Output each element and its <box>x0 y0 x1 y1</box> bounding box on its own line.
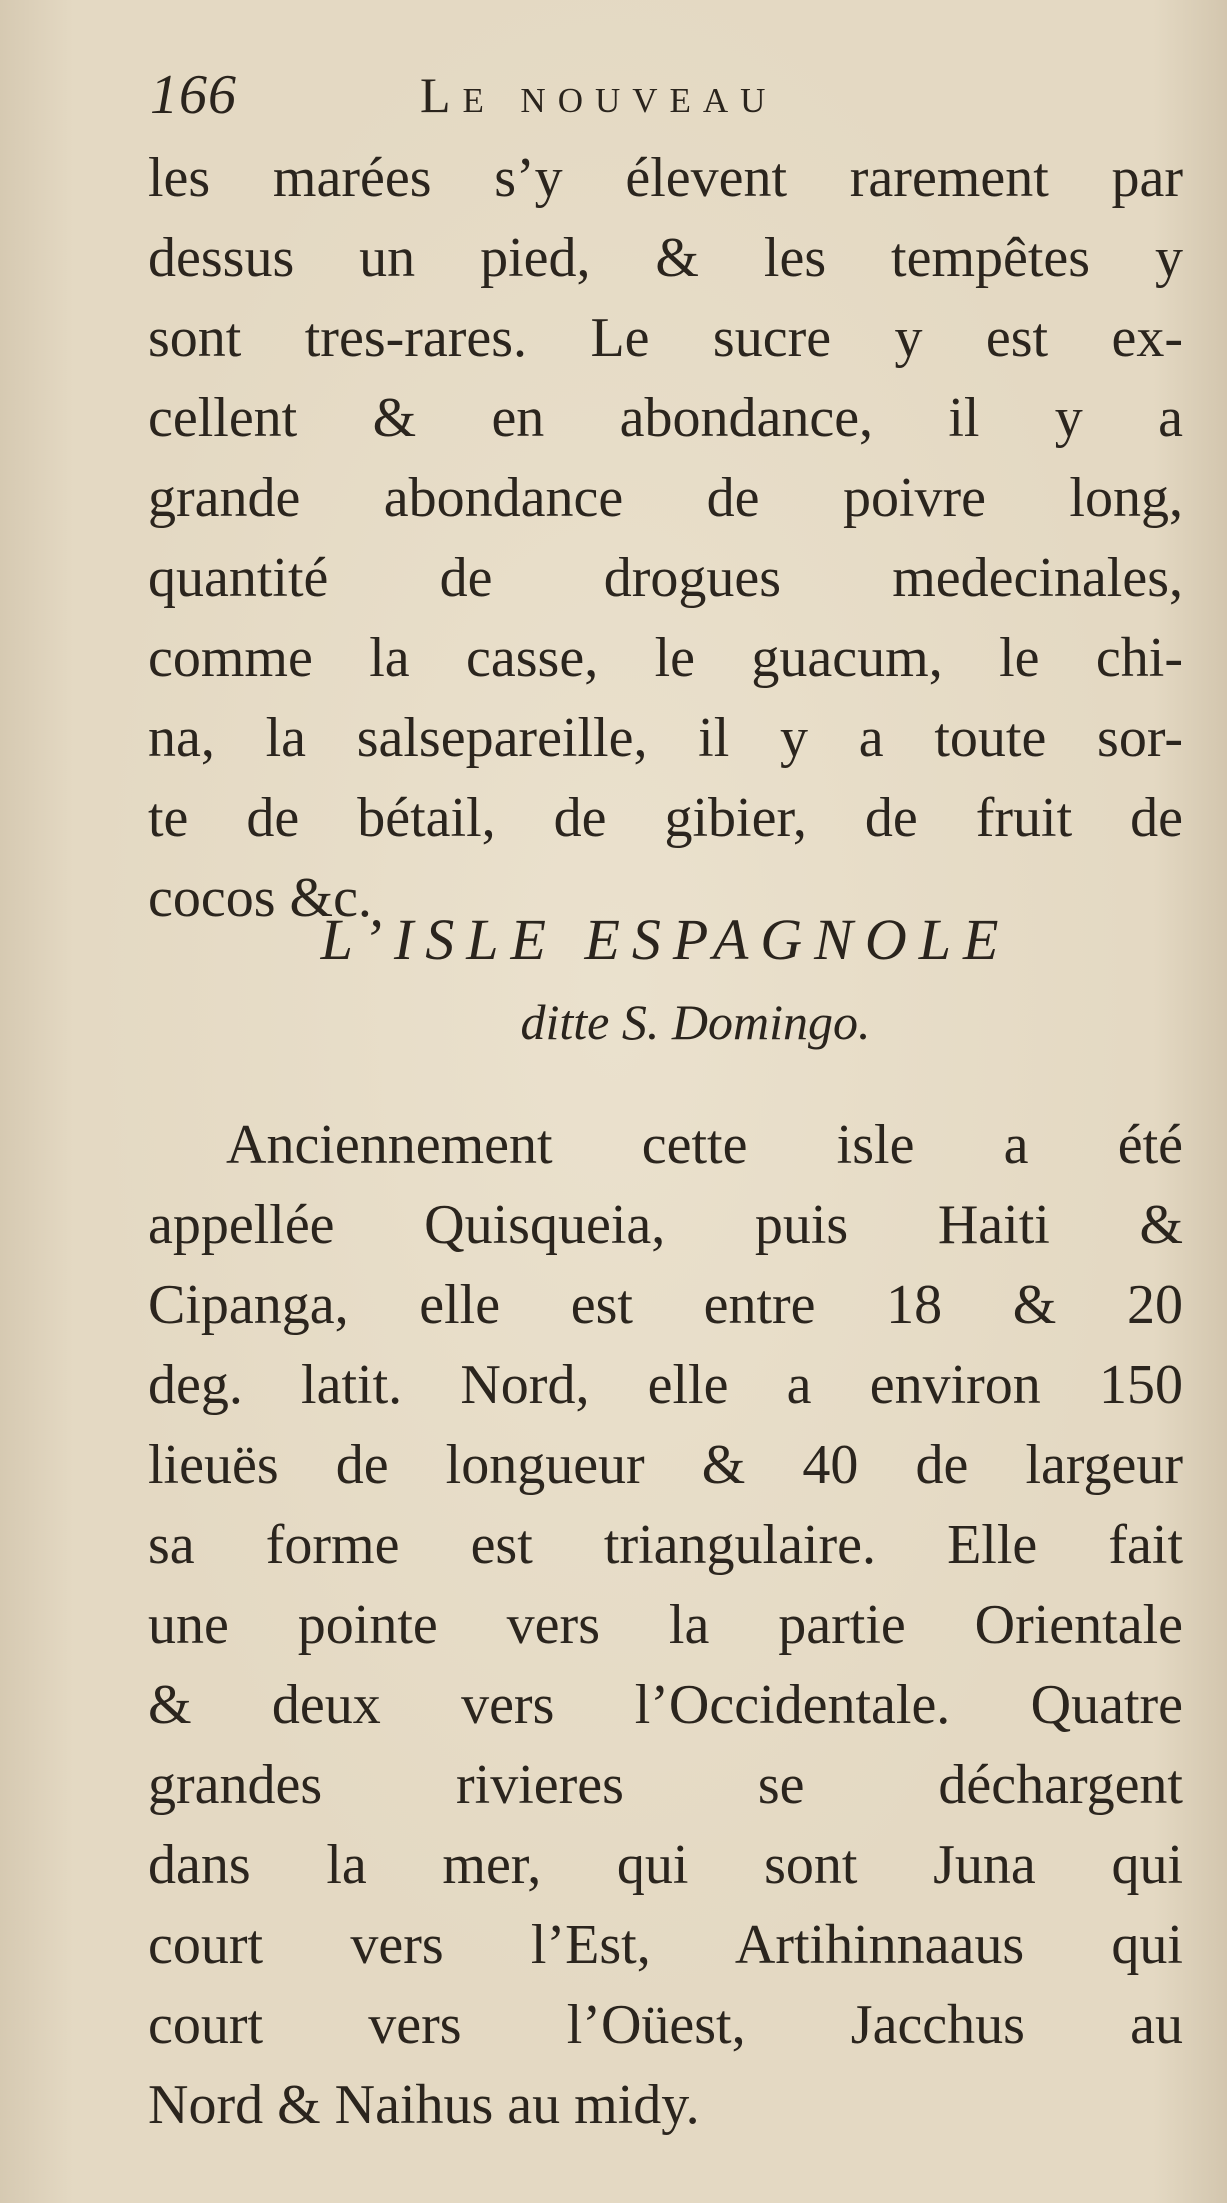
text-line: appellée Quisqueia, puis Haiti & <box>148 1194 1183 1256</box>
text-line: lieuës de longueur & 40 de largeur <box>148 1434 1183 1496</box>
section-title: L’ISLE ESPAGNOLE <box>320 907 1011 972</box>
text-line: deg. latit. Nord, elle a environ 150 <box>148 1354 1183 1416</box>
text-line: sa forme est triangulaire. Elle fait <box>148 1514 1183 1576</box>
text-line: Anciennement cette isle a été <box>226 1114 1183 1176</box>
text-line: comme la casse, le guacum, le chi- <box>148 627 1183 689</box>
text-line: court vers l’Oüest, Jacchus au <box>148 1994 1183 2056</box>
text-line: court vers l’Est, Artihinnaaus qui <box>148 1914 1183 1976</box>
text-line: quantité de drogues medecinales, <box>148 547 1183 609</box>
text-line: na, la salsepareille, il y a toute sor- <box>148 707 1183 769</box>
text-line: les marées s’y élevent rarement par <box>148 147 1183 209</box>
text-line: Cipanga, elle est entre 18 & 20 <box>148 1274 1183 1336</box>
section-heading <box>148 900 1183 1062</box>
paragraph-2 <box>148 1105 1183 2145</box>
section-subtitle: ditte S. Domingo. <box>520 994 871 1050</box>
text-line: grandes rivieres se déchargent <box>148 1754 1183 1816</box>
text-line: dans la mer, qui sont Juna qui <box>148 1834 1183 1896</box>
page-header <box>150 55 1160 135</box>
running-head: Le nouveau <box>420 67 778 123</box>
text-line: te de bétail, de gibier, de fruit de <box>148 787 1183 849</box>
text-line: sont tres-rares. Le sucre y est ex- <box>148 307 1183 369</box>
text-line: grande abondance de poivre long, <box>148 467 1183 529</box>
paragraph-1 <box>148 138 1183 938</box>
text-line: une pointe vers la partie Orientale <box>148 1594 1183 1656</box>
text-line: dessus un pied, & les tempêtes y <box>148 227 1183 289</box>
text-line: cocos &c. <box>148 867 372 929</box>
text-line: Nord & Naihus au midy. <box>148 2074 700 2136</box>
text-line: & deux vers l’Occidentale. Quatre <box>148 1674 1183 1736</box>
text-line: cellent & en abondance, il y a <box>148 387 1183 449</box>
page-number: 166 <box>150 64 237 126</box>
